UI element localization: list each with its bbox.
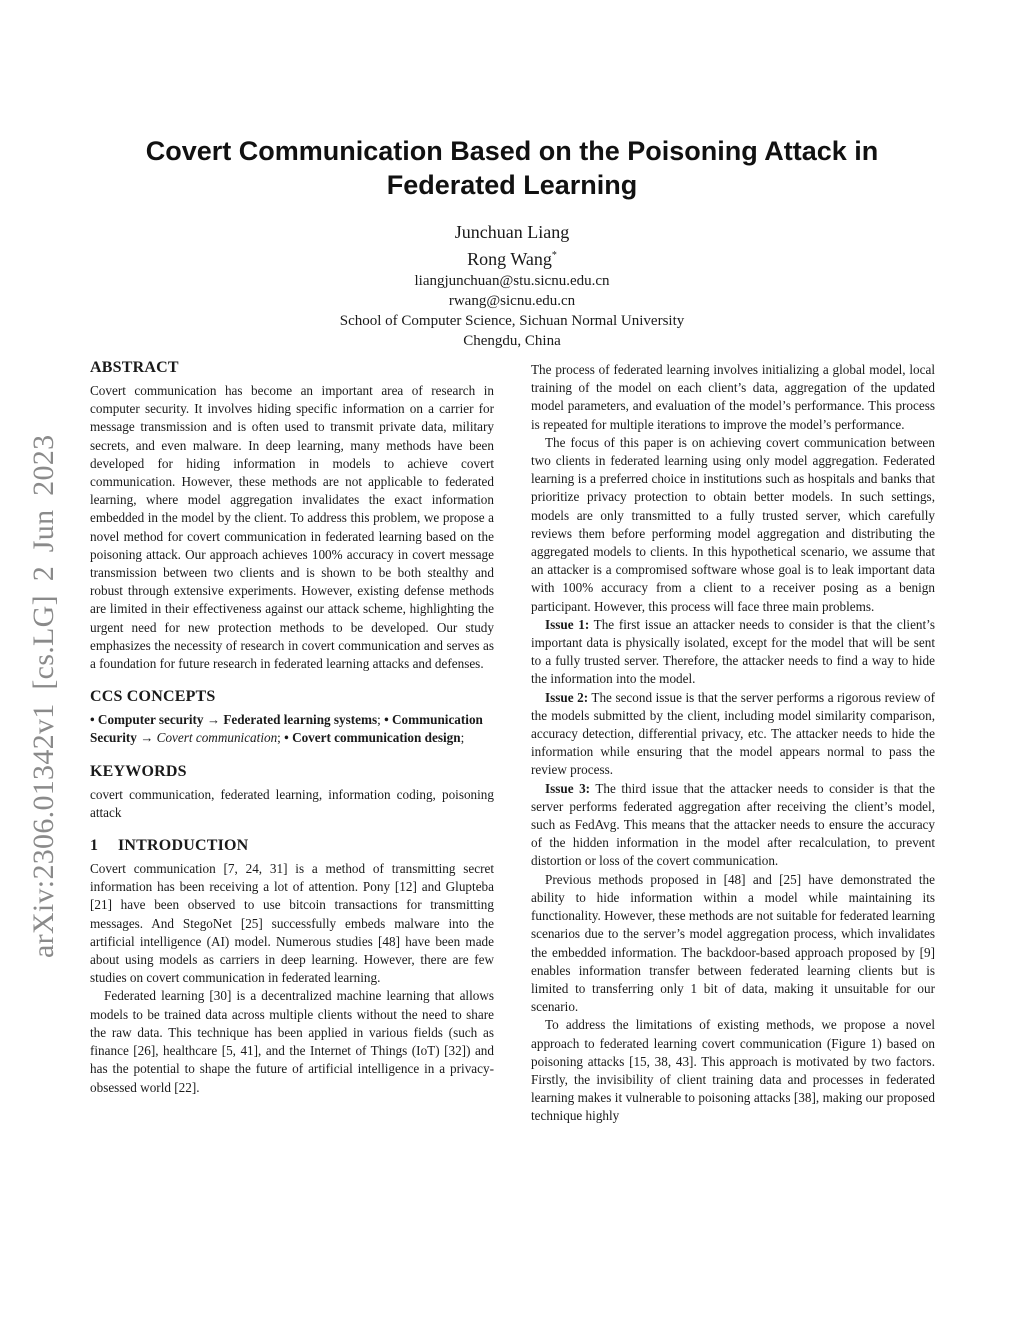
introduction-heading: 1 INTRODUCTION — [90, 837, 249, 855]
issue-label: Issue 2: — [545, 689, 589, 705]
author-name: Rong Wang* — [467, 249, 557, 269]
ccs-subterm: Covert communication — [156, 730, 278, 746]
ccs-term: Covert communication design — [292, 730, 461, 746]
ccs-term: Computer security — [97, 712, 204, 728]
left-column — [90, 358, 494, 1097]
issue-paragraph: Issue 2: The second issue is that the server performs a rigorous review of the models submitted by the client, including model similarity comparison, accuracy detection, differential privacy, etc. The attacker needs to hide the information while ensuring that the model appears normal to pass the review process. — [531, 689, 935, 778]
author-name: Junchuan Liang — [454, 222, 570, 242]
paper-title: Covert Communication Based on the Poisoning Attack in Federated Learning — [145, 136, 879, 200]
section-number: 1 — [90, 837, 99, 855]
keywords-heading: KEYWORDS — [90, 762, 187, 780]
arxiv-watermark: arXiv:2306.01342v1 [cs.LG] 2 Jun 2023 — [27, 434, 60, 958]
issue-paragraph: Issue 1: The first issue an attacker needs to consider is that the client’s important data is physically isolated, except for the model that will be sent to a fully trusted server. Therefore, the attacker needs to find a way to hide the information into the model. — [531, 616, 935, 687]
intro-paragraph: The focus of this paper is on achieving covert communication between two clients in federated learning using only model aggregation. Federated learning is a preferred choice in institutions such as hospitals and banks that prioritize privacy protection to obtain better models. In such settings, models are only transmitted to a fully trusted server, which carefully reviews them before performing model aggregation and distributing the aggregated models to clients. In this hypothetical scenario, we assume that an attacker is a compromised software whose goal is to leak important data with 100% accuracy from a client to a receiver posing as a benign participant. However, this process will face three main problems. — [531, 434, 935, 614]
location: Chengdu, China — [463, 333, 561, 349]
ccs-concepts: • Computer security → Federated learning systems; • Communication Security → Covert communication; • Covert communication design; — [90, 712, 483, 746]
author-email: liangjunchuan@stu.sicnu.edu.cn — [414, 273, 610, 289]
ccs-subterm: Federated learning systems — [223, 712, 378, 728]
intro-paragraph: Previous methods proposed in [48] and [25] have demonstrated the ability to hide information within a model while maintaining its functionality. However, these methods are not suitable for federated learning scenarios due to the server’s model aggregation process, which invalidates the embedded information. The backdoor-based approach proposed by [9] enables information transfer between federated learning clients but is limited to transferring only 1 bit of data, making it unsuitable for our scenario. — [531, 871, 935, 1015]
right-column — [531, 361, 935, 1126]
affiliation: School of Computer Science, Sichuan Normal University — [339, 313, 685, 329]
issue-label: Issue 3: — [545, 780, 591, 796]
abstract-text: Covert communication has become an important area of research in computer security. It involves hiding specific information on a carrier for message transmission and is often used to transmit private data, military secrets, and even malware. In deep learning, many methods have been developed for hiding information in models to achieve covert communication. However, these methods are not applicable to federated learning, where model aggregation invalidates the exact information embedded in the model by the client. To address this problem, we propose a novel method for covert communication in federated learning based on the poisoning attack. Our approach achieves 100% accuracy in covert message transmission between two clients and is shown to be both stealthy and robust through extensive experiments. However, existing defense methods are limited in their effectiveness against our attack scheme, highlighting the urgent need for new protection methods to be developed. Our study emphasizes the necessity of research in covert communication and serves as a foundation for future research in federated learning attacks and defenses. — [90, 383, 494, 672]
intro-paragraph: Covert communication [7, 24, 31] is a method of transmitting secret information has been receiving a lot of attention. Pony [12] and Glupteba [21] have been observed to use bitcoin transactions for transmitting messages. And StegoNet [25] successfully embeds malware into the artificial intelligence (AI) model. Numerous studies [48] have been made about using models as carriers in deep learning. However, there are few studies on covert communication in federated learning. — [90, 861, 494, 986]
corresponding-author-mark: * — [551, 250, 557, 261]
issue-label: Issue 1: — [545, 616, 590, 632]
intro-paragraph: To address the limitations of existing methods, we propose a novel approach to federated learning covert communication (Figure 1) based on poisoning attacks [15, 38, 43]. This approach is motivated by two factors. Firstly, the invisibility of client training data and processes in federated learning makes it vulnerable to poisoning attacks [38], making our proposed technique highly — [531, 1017, 935, 1124]
author-block — [90, 221, 934, 351]
abstract-heading: ABSTRACT — [90, 359, 179, 376]
author-email: rwang@sicnu.edu.cn — [448, 293, 576, 309]
issue-paragraph: Issue 3: The third issue that the attacker needs to consider is that the server performs federated aggregation after receiving the client’s model, such as FedAvg. This means that the attacker needs to ensure the accuracy of the hidden information in the model after recalculation, to prevent distortion or loss of the covert communication. — [531, 780, 935, 869]
keywords-text: covert communication, federated learning, information coding, poisoning attack — [90, 786, 494, 820]
intro-paragraph: The process of federated learning involves initializing a global model, local training of the model on each client’s data, aggregation of the updated model parameters, and evaluation of the model’s performance. This process is repeated for multiple iterations to improve the model’s performance. — [531, 362, 935, 432]
ccs-heading: CCS CONCEPTS — [90, 688, 216, 706]
intro-paragraph: Federated learning [30] is a decentralized machine learning that allows models to be trained data across multiple clients without the need to share the raw data. This technique has been applied in various fields (such as finance [26], healthcare [5, 41], and the Internet of Things (IoT) [32]) and has the potential to shape the future of artificial intelligence in a privacy-obsessed world [22]. — [90, 988, 494, 1095]
ccs-term: Communication Security — [90, 712, 483, 746]
